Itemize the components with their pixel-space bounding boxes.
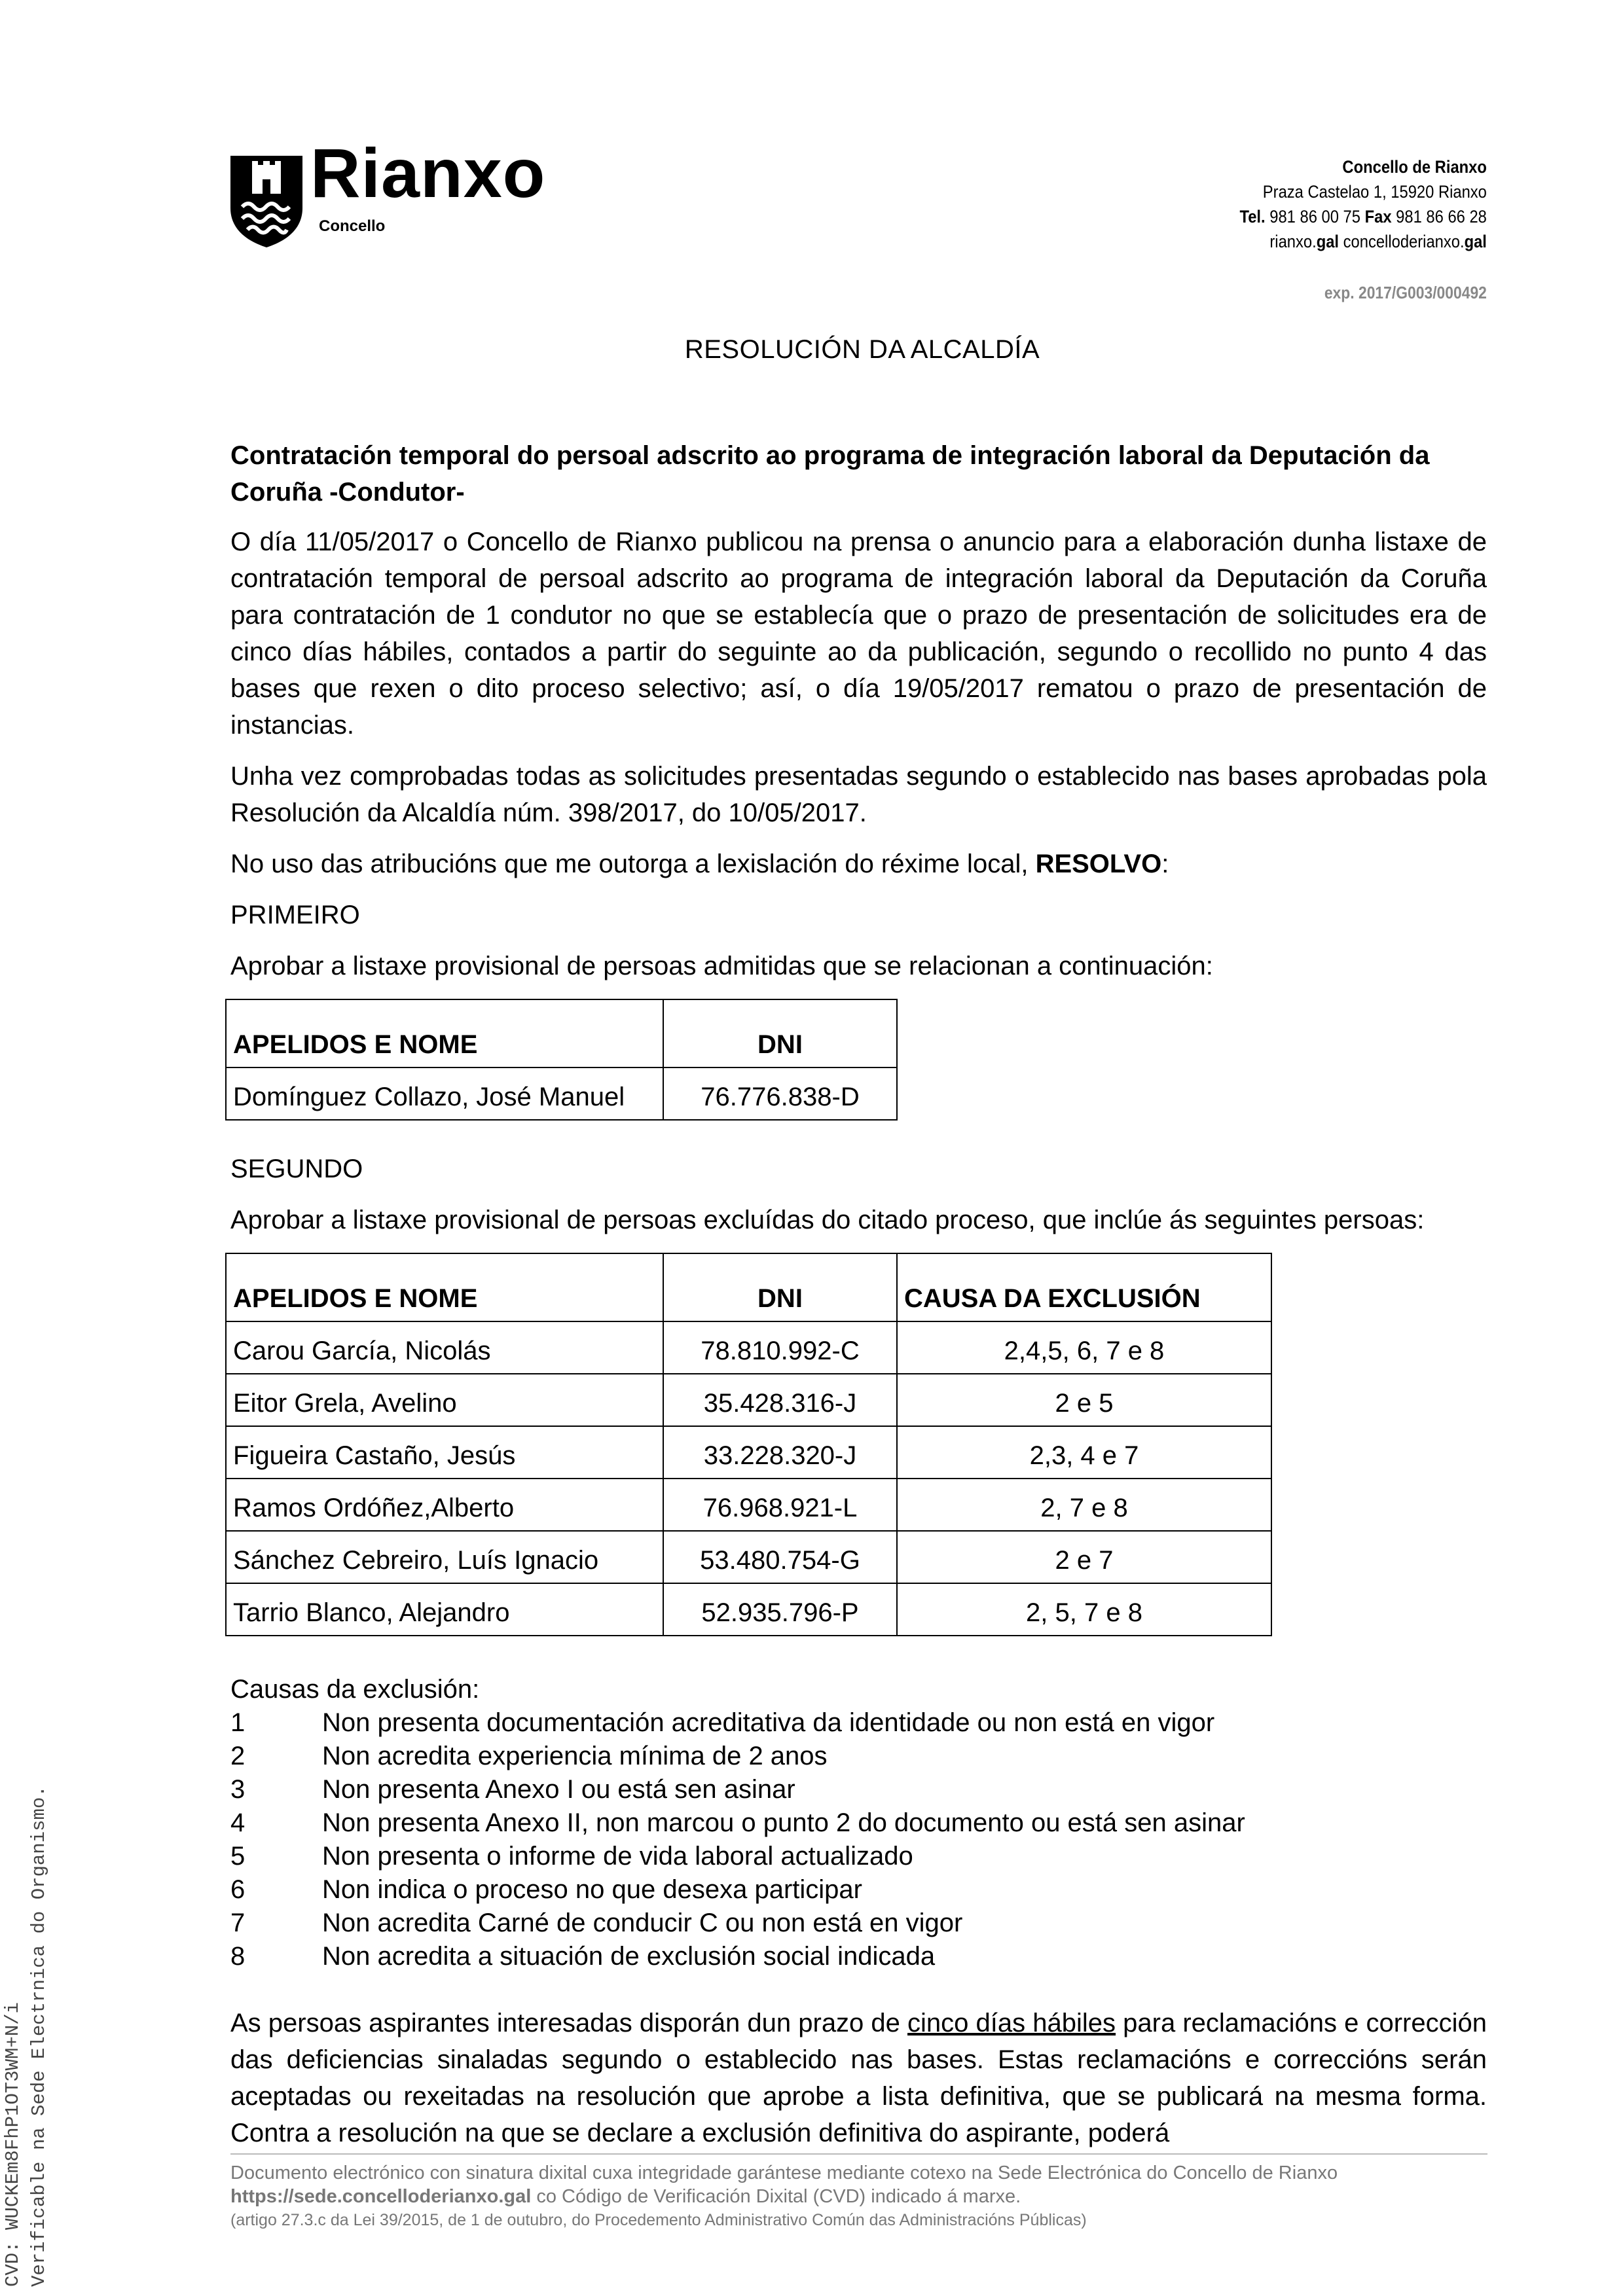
excluded-name: Ramos Ordóñez,Alberto	[226, 1479, 663, 1531]
verification-note: Verificable na Sede Electrnica do Organismo.	[28, 1785, 50, 2287]
document-title: RESOLUCIÓN DA ALCALDÍA	[684, 335, 1040, 364]
document-subject: Contratación temporal do persoal adscrito ao programa de integración laboral da Deputación da Coruña -Condutor-	[230, 441, 1430, 507]
footer	[230, 2153, 1487, 2232]
paragraph-3	[230, 846, 1487, 882]
org-web-line	[1240, 229, 1487, 254]
excluded-dni: 76.968.921-L	[663, 1479, 897, 1531]
causes-title: Causas da exclusión:	[230, 1675, 480, 1704]
cause-text: Non indica o proceso no que desexa participar	[322, 1875, 862, 1904]
admitted-name: Domínguez Collazo, José Manuel	[226, 1067, 663, 1120]
tel-number: 981 86 00 75	[1269, 207, 1361, 226]
admitted-table	[225, 999, 898, 1121]
section-segundo: SEGUNDO	[230, 1155, 363, 1183]
cause-text: Non acredita a situación de exclusión social indicada	[322, 1942, 936, 1971]
section-primeiro: PRIMEIRO	[230, 901, 360, 929]
web1-host: rianxo.	[1269, 232, 1317, 251]
web2-host: concelloderianxo.	[1343, 232, 1465, 251]
cause-number: 8	[230, 1942, 246, 1971]
excluded-cause: 2, 7 e 8	[897, 1479, 1271, 1531]
excluded-cause: 2 e 7	[897, 1531, 1271, 1583]
cause-text: Non presenta Anexo I ou está sen asinar	[322, 1775, 795, 1804]
excluded-name: Figueira Castaño, Jesús	[226, 1426, 663, 1479]
table-row	[226, 1531, 1271, 1583]
file-number: exp. 2017/G003/000492	[1324, 283, 1487, 302]
list-item	[230, 1940, 1487, 1973]
org-name: Concello de Rianxo	[1342, 157, 1487, 177]
cause-text: Non presenta o informe de vida laboral actualizado	[322, 1842, 913, 1871]
excluded-col-name: APELIDOS E NOME	[226, 1253, 663, 1321]
fax-label: Fax	[1364, 207, 1392, 226]
fax-number: 981 86 66 28	[1396, 207, 1487, 226]
excluded-dni: 78.810.992-C	[663, 1321, 897, 1374]
footer-url: https://sede.concelloderianxo.gal	[230, 2186, 532, 2207]
exclusion-causes	[230, 1673, 1487, 1973]
excluded-dni: 53.480.754-G	[663, 1531, 897, 1583]
final-text-a: As persoas aspirantes interesadas disporán dun prazo de	[230, 2009, 908, 2037]
paragraph-1: O día 11/05/2017 o Concello de Rianxo publicou na prensa o anuncio para a elaboración dunha listaxe de contratación temporal de persoal adscrito ao programa de integración laboral da Deputación da Coruña para contratación de 1 condutor no que se establecía que o prazo de presentación de solicitudes era de cinco días hábiles, contados a partir do seguinte ao da publicación, segundo o recollido no punto 4 das bases que rexen o dito proceso selectivo; así, o día 19/05/2017 rematou o prazo de presentación de instancias.	[230, 528, 1487, 740]
cause-number: 1	[230, 1708, 246, 1737]
cause-number: 7	[230, 1909, 246, 1937]
cause-text: Non acredita Carné de conducir C ou non está en vigor	[322, 1909, 963, 1937]
org-phone-line	[1240, 204, 1487, 229]
resolvo-word: RESOLVO	[1035, 850, 1162, 878]
list-item	[230, 1907, 1487, 1940]
final-text-b: para reclamacións e corrección das deficiencias sinaladas segundo o establecido nas bases. Estas reclamacións e correccións serán aceptadas ou rexeitadas na resolución que aprobe a lista definitiva, que se publicará na mesma forma. Contra a resolución na que se declare a exclusión definitiva do aspirante, poderá	[230, 2009, 1487, 2147]
footer-legal-note: (artigo 27.3.c da Lei 39/2015, de 1 de outubro, do Procedemento Administrativo Común das Administracións Públicas)	[230, 2211, 1087, 2229]
excluded-table	[225, 1253, 1272, 1636]
footer-line-2-text: co Código de Verificación Dixital (CVD) indicado á marxe.	[531, 2186, 1021, 2207]
logo-subtitle: Concello	[319, 217, 386, 235]
excluded-cause: 2,4,5, 6, 7 e 8	[897, 1321, 1271, 1374]
excluded-name: Eitor Grela, Avelino	[226, 1374, 663, 1426]
list-item	[230, 1706, 1487, 1740]
web1-tld: gal	[1316, 232, 1340, 251]
paragraph-2: Unha vez comprobadas todas as solicitudes presentadas segundo o establecido nas bases aprobadas pola Resolución da Alcaldía núm. 398/2017, do 10/05/2017.	[230, 762, 1487, 827]
excluded-name: Sánchez Cebreiro, Luís Ignacio	[226, 1531, 663, 1583]
excluded-dni: 35.428.316-J	[663, 1374, 897, 1426]
excluded-cause: 2,3, 4 e 7	[897, 1426, 1271, 1479]
table-row	[226, 1426, 1271, 1479]
list-item	[230, 1773, 1487, 1806]
paragraph-3-colon: :	[1161, 850, 1169, 878]
list-item	[230, 1873, 1487, 1907]
side-verification	[0, 1785, 52, 2287]
cause-text: Non presenta Anexo II, non marcou o punto 2 do documento ou está sen asinar	[322, 1808, 1245, 1837]
cause-number: 3	[230, 1775, 246, 1804]
admitted-col-dni: DNI	[663, 999, 897, 1067]
excluded-name: Carou García, Nicolás	[226, 1321, 663, 1374]
deadline-underlined: cinco días hábiles	[907, 2009, 1116, 2037]
admitted-col-name: APELIDOS E NOME	[226, 999, 663, 1067]
cvd-code: CVD: WUCKEm8FhP1OT3WM+N/i	[2, 2001, 24, 2287]
footer-line-2	[230, 2185, 1487, 2208]
admitted-dni: 76.776.838-D	[663, 1067, 897, 1120]
admitted-header-row	[226, 999, 897, 1067]
header-contact	[1240, 154, 1487, 254]
cause-number: 5	[230, 1842, 246, 1871]
table-row	[226, 1479, 1271, 1531]
web2-tld: gal	[1464, 232, 1487, 251]
excluded-cause: 2, 5, 7 e 8	[897, 1583, 1271, 1636]
cause-number: 6	[230, 1875, 246, 1904]
logo-name: Rianxo	[310, 135, 546, 212]
cause-text: Non presenta documentación acreditativa da identidade ou non está en vigor	[322, 1708, 1215, 1737]
table-row	[226, 1374, 1271, 1426]
excluded-cause: 2 e 5	[897, 1374, 1271, 1426]
list-item	[230, 1740, 1487, 1773]
org-address: Praza Castelao 1, 15920 Rianxo	[1262, 182, 1487, 202]
table-row	[226, 1583, 1271, 1636]
excluded-header-row	[226, 1253, 1271, 1321]
primeiro-text: Aprobar a listaxe provisional de persoas admitidas que se relacionan a continuación:	[230, 952, 1213, 980]
excluded-name: Tarrio Blanco, Alejandro	[226, 1583, 663, 1636]
cause-text: Non acredita experiencia mínima de 2 anos	[322, 1742, 828, 1770]
excluded-col-cause: CAUSA DA EXCLUSIÓN	[897, 1253, 1271, 1321]
cause-number: 2	[230, 1742, 246, 1770]
document-body	[230, 437, 1487, 2151]
tel-label: Tel.	[1239, 207, 1266, 226]
list-item	[230, 1840, 1487, 1873]
concello-logo	[230, 135, 571, 247]
excluded-dni: 52.935.796-P	[663, 1583, 897, 1636]
table-row	[226, 1321, 1271, 1374]
shield-castle-icon	[230, 156, 302, 247]
final-paragraph	[230, 2005, 1487, 2151]
excluded-col-dni: DNI	[663, 1253, 897, 1321]
footer-line-1: Documento electrónico con sinatura dixital cuxa integridade garántese mediante cotexo na Sede Electrónica do Concello de Rianxo	[230, 2162, 1338, 2183]
table-row	[226, 1067, 897, 1120]
list-item	[230, 1806, 1487, 1840]
segundo-text: Aprobar a listaxe provisional de persoas excluídas do citado proceso, que inclúe ás seguintes persoas:	[230, 1206, 1425, 1234]
cause-number: 4	[230, 1808, 246, 1837]
excluded-dni: 33.228.320-J	[663, 1426, 897, 1479]
paragraph-3-text: No uso das atribucións que me outorga a lexislación do réxime local,	[230, 850, 1036, 878]
